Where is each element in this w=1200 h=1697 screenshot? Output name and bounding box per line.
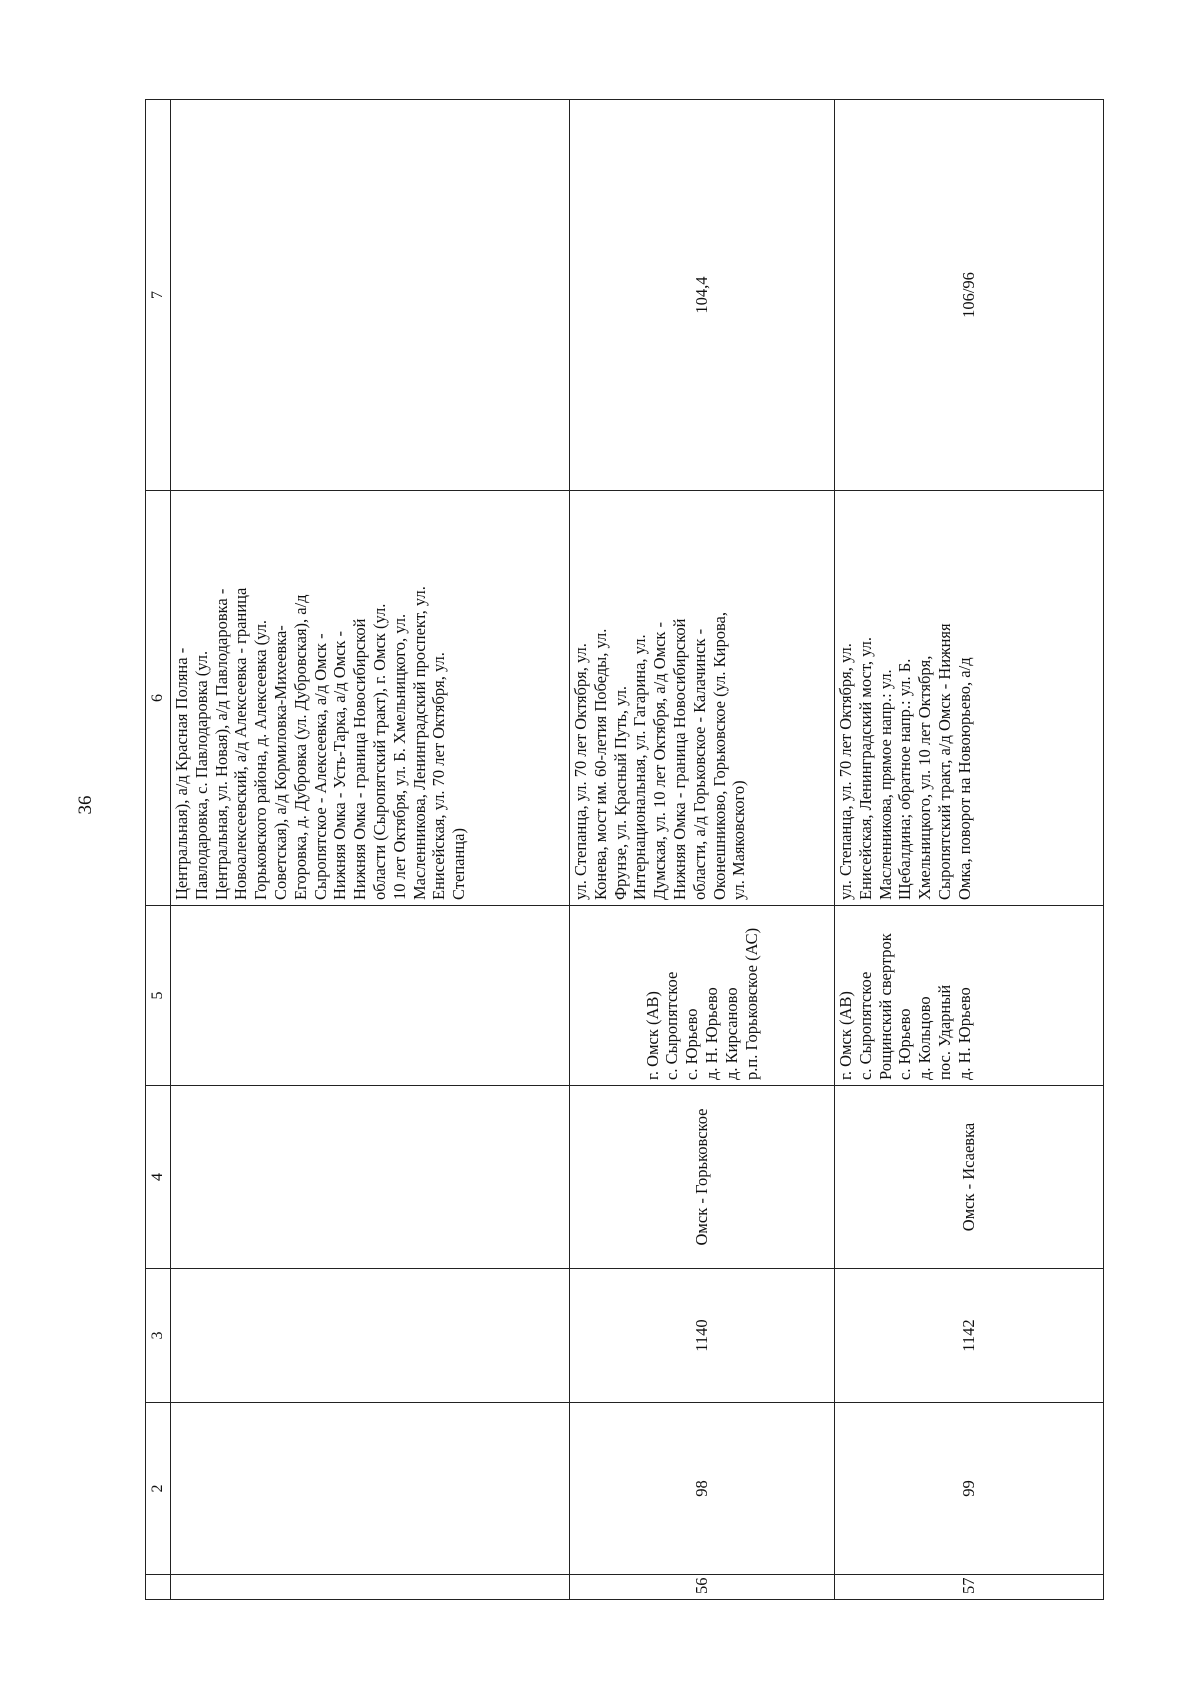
cell-line: д. Кирсаново <box>721 987 741 1080</box>
table-row <box>835 100 1104 1600</box>
cell-line: Оконешниково, Горьковское (ул. Кирова, <box>709 612 729 900</box>
routes-table-rotated <box>145 100 1103 1600</box>
cell-line: Рощинский свертрок <box>875 933 895 1080</box>
header-col3: 3 <box>146 1269 171 1403</box>
cell-line: с. Юрьево <box>682 1008 702 1080</box>
stops-list <box>835 906 1104 1086</box>
route-name: Омск - Горьковское <box>570 1086 835 1269</box>
cell-line: Степанца) <box>449 828 469 900</box>
route-streets <box>171 491 570 906</box>
table-row <box>570 100 835 1600</box>
cell-line: Нижняя Омка - Усть-Тарка, а/д Омск - <box>330 630 350 900</box>
header-col4: 4 <box>146 1086 171 1269</box>
route-name <box>171 1086 570 1269</box>
cell-line: Интернациональная, ул. Гагарина, ул. <box>630 634 650 900</box>
registry-number <box>171 1269 570 1403</box>
cell-line: г. Омск (АВ) <box>642 991 662 1080</box>
page-number: 36 <box>75 795 96 815</box>
cell-line: ул. Маяковского) <box>729 780 749 900</box>
cell-line: ул. Степанца, ул. 70 лет Октября, ул. <box>571 643 590 900</box>
cell-line: области, а/д Горьковское - Калачинск - <box>689 628 709 900</box>
cell-line: д. Кольцово <box>915 996 935 1080</box>
cell-line: Енисейская, ул. 70 лет Октября, ул. <box>429 652 449 900</box>
table-row <box>171 100 570 1600</box>
row-number <box>171 1575 570 1600</box>
header-col6: 6 <box>146 491 171 906</box>
route-length: 104,4 <box>570 100 835 491</box>
cell-line: Думская, ул. 10 лет Октября, а/д Омск - <box>650 621 670 900</box>
cell-line: Масленникова, прямое напр.: ул. <box>875 669 895 900</box>
cell-line: Центральная, ул. Новая), а/д Павлодаровка - <box>211 588 231 900</box>
header-col2: 2 <box>146 1403 171 1575</box>
routes-table <box>145 99 1104 1600</box>
cell-line: Хмельницкого, ул. 10 лет Октября, <box>915 655 935 900</box>
route-length: 106/96 <box>835 100 1104 491</box>
cell-line: Енисейская, Ленинградский мост, ул. <box>855 637 875 900</box>
header-col7: 7 <box>146 100 171 491</box>
cell-line: Сыропятский тракт, а/д Омск - Нижняя <box>934 623 954 900</box>
cell-line: Масленникова, Ленинградский проспект, ул. <box>409 586 429 900</box>
cell-line: Центральная), а/д Красная Поляна - <box>172 647 191 900</box>
cell-line: с. Сыропятское <box>855 971 875 1080</box>
row-number: 57 <box>835 1575 1104 1600</box>
cell-line: с. Юрьево <box>895 1008 915 1080</box>
cell-line: области (Сыропятский тракт), г. Омск (ул. <box>369 603 389 900</box>
header-row <box>146 100 171 1600</box>
cell-line: Горьковского района, д. Алексеевка (ул. <box>251 619 271 900</box>
stops-list <box>171 906 570 1086</box>
registry-number: 1142 <box>835 1269 1104 1403</box>
route-number: 98 <box>570 1403 835 1575</box>
route-number <box>171 1403 570 1575</box>
cell-line: г. Омск (АВ) <box>836 991 855 1080</box>
cell-line: Нижняя Омка - граница Новосибирской <box>669 618 689 900</box>
cell-line: Омка, поворот на Новоюрьево, а/д <box>954 657 974 900</box>
registry-number: 1140 <box>570 1269 835 1403</box>
cell-line: Фрунзе, ул. Красный Путь, ул. <box>610 685 630 900</box>
header-col5: 5 <box>146 906 171 1086</box>
cell-line: Советская), а/д Кормиловка-Михеевка- <box>270 625 290 900</box>
row-number: 56 <box>570 1575 835 1600</box>
cell-line: с. Сыропятское <box>662 971 682 1080</box>
route-streets <box>570 491 835 906</box>
cell-line: д. Н. Юрьево <box>954 987 974 1080</box>
cell-line: Нижняя Омка - граница Новосибирской <box>350 618 370 900</box>
cell-line: Павлодаровка, с. Павлодаровка (ул. <box>191 650 211 900</box>
cell-line: 10 лет Октября, ул. Б. Хмельницкого, ул. <box>389 613 409 900</box>
cell-line: р.п. Горьковское (АС) <box>741 927 761 1080</box>
route-number: 99 <box>835 1403 1104 1575</box>
cell-line: Конева, мост им. 60-летия Победы, ул. <box>590 628 610 900</box>
route-streets <box>835 491 1104 906</box>
cell-line: Егоровка, д. Дубровка (ул. Дубровская), а/д <box>290 594 310 900</box>
cell-line: ул. Степанца, ул. 70 лет Октября, ул. <box>836 643 855 900</box>
stops-list <box>570 906 835 1086</box>
cell-line: пос. Ударный <box>934 984 954 1080</box>
route-name: Омск - Исаевка <box>835 1086 1104 1269</box>
cell-line: Щебалдина; обратное напр.: ул. Б. <box>895 658 915 900</box>
cell-line: Сыропятское - Алексеевка, а/д Омск - <box>310 633 330 900</box>
cell-line: д. Н. Юрьево <box>702 987 721 1080</box>
cell-line: Новоалексеевский, а/д Алексеевка - граница <box>231 587 251 900</box>
header-col1 <box>146 1575 171 1600</box>
route-length <box>171 100 570 491</box>
